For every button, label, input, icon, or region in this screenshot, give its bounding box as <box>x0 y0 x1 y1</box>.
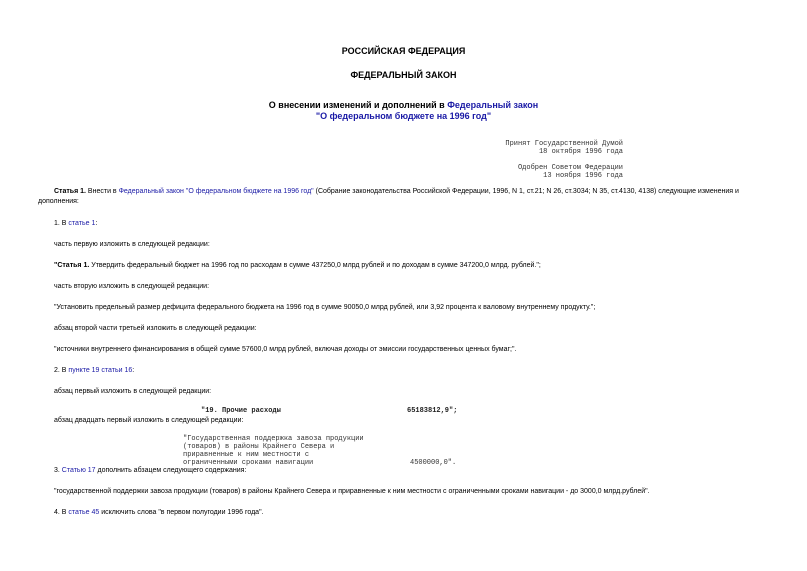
pre-northern-support <box>183 435 364 467</box>
council-date: 13 ноября 1996 года <box>543 172 623 180</box>
quote-article-1-text: Утвердить федеральный бюджет на 1996 год по расходам в сумме 437250,0 млрд рублей и по доходам в сумме 347200,0 млрд. рублей."; <box>89 262 541 269</box>
pre-line-4: ограниченными сроками навигации <box>183 459 314 467</box>
item-3 <box>54 467 246 474</box>
article-17-link[interactable]: Статью 17 <box>61 467 96 474</box>
paragraph-part-one: часть первую изложить в следующей редакции: <box>54 241 210 248</box>
article-1-law-link[interactable]: Федеральный закон "О федеральном бюджете на 1996 год" <box>118 188 314 195</box>
pre-other-expenses-label: "19. Прочие расходы <box>201 407 281 415</box>
item-1-number: 1. В <box>54 220 69 227</box>
paragraph-twenty-first: абзац двадцать первый изложить в следующей редакции: <box>54 417 244 424</box>
pre-line-1: "Государственная поддержка завоза продукции <box>183 435 364 443</box>
law-title-line1 <box>0 100 807 110</box>
item-4 <box>54 509 264 516</box>
item-2-colon: : <box>132 367 135 374</box>
quote-article-1-label: "Статья 1. <box>54 262 90 269</box>
article-1-link[interactable]: статье 1 <box>68 220 96 227</box>
paragraph-part-two: часть вторую изложить в следующей редакции: <box>54 283 210 290</box>
article-1-text-a: Внести в <box>85 188 119 195</box>
adoption-block <box>505 140 623 180</box>
federal-law-link[interactable]: Федеральный закон <box>447 100 539 110</box>
item-1-colon: : <box>95 220 98 227</box>
pre-other-expenses-value: 65183812,9"; <box>407 407 458 415</box>
article-1-text-b: (Собрание законодательства Российской Федерации, 1996, N 1, ст.21; N 26, ст.3034; N 35, ст.4130, 4138) следующие изменения и <box>313 188 739 195</box>
item-3-number: 3. <box>54 467 62 474</box>
clause-19-article-16-link[interactable]: пункте 19 статьи 16 <box>68 367 133 374</box>
paragraph-part-three: абзац второй части третьей изложить в следующей редакции: <box>54 325 257 332</box>
article-1-paragraph <box>38 188 739 195</box>
law-title-line2 <box>0 111 807 121</box>
duma-label: Принят Государственной Думой <box>505 140 623 148</box>
item-2-number: 2. В <box>54 367 69 374</box>
pre-northern-value: 4500000,0". <box>410 459 457 467</box>
item-1 <box>54 220 97 227</box>
item-4-number: 4. В <box>54 509 69 516</box>
article-1-label: Статья 1. <box>54 188 86 195</box>
item-3-text: дополнить абзацем следующего содержания: <box>95 467 247 474</box>
quote-deficit: "Установить предельный размер дефицита федерального бюджета на 1996 год в сумме 90050,0 млрд рублей, или 3,92 процента к валовому внутреннему продукту."; <box>54 304 596 311</box>
item-2 <box>54 367 134 374</box>
quote-sources: "источники внутреннего финансирования в общей сумме 57600,0 млрд рублей, включая доходы от эмиссии государственных ценных бумаг;". <box>54 346 517 353</box>
item-4-text: исключить слова "в первом полугодии 1996 года". <box>99 509 264 516</box>
law-title-prefix: О внесении изменений и дополнений в <box>268 100 448 110</box>
article-45-link[interactable]: статье 45 <box>68 509 100 516</box>
quote-northern-support: "государственной поддержки завоза продукции (товаров) в районы Крайнего Севера и приравненные к ним местности с ограниченными сроками навигации - до 3000,0 млрд.рублей". <box>54 488 650 495</box>
paragraph-first: абзац первый изложить в следующей редакции: <box>54 388 212 395</box>
pre-line-2: (товаров) в районы Крайнего Севера и <box>183 443 335 451</box>
country-heading: РОССИЙСКАЯ ФЕДЕРАЦИЯ <box>341 46 466 56</box>
quote-article-1 <box>54 262 541 269</box>
law-type-heading: ФЕДЕРАЛЬНЫЙ ЗАКОН <box>350 70 457 80</box>
council-label: Одобрен Советом Федерации <box>517 164 623 172</box>
duma-date: 18 октября 1996 года <box>538 148 623 156</box>
pre-line-3: приравненные к ним местности с <box>183 451 310 459</box>
budget-law-title-link[interactable]: "О федеральном бюджете на 1996 год" <box>315 111 492 121</box>
article-1-continuation: дополнения: <box>38 198 79 205</box>
